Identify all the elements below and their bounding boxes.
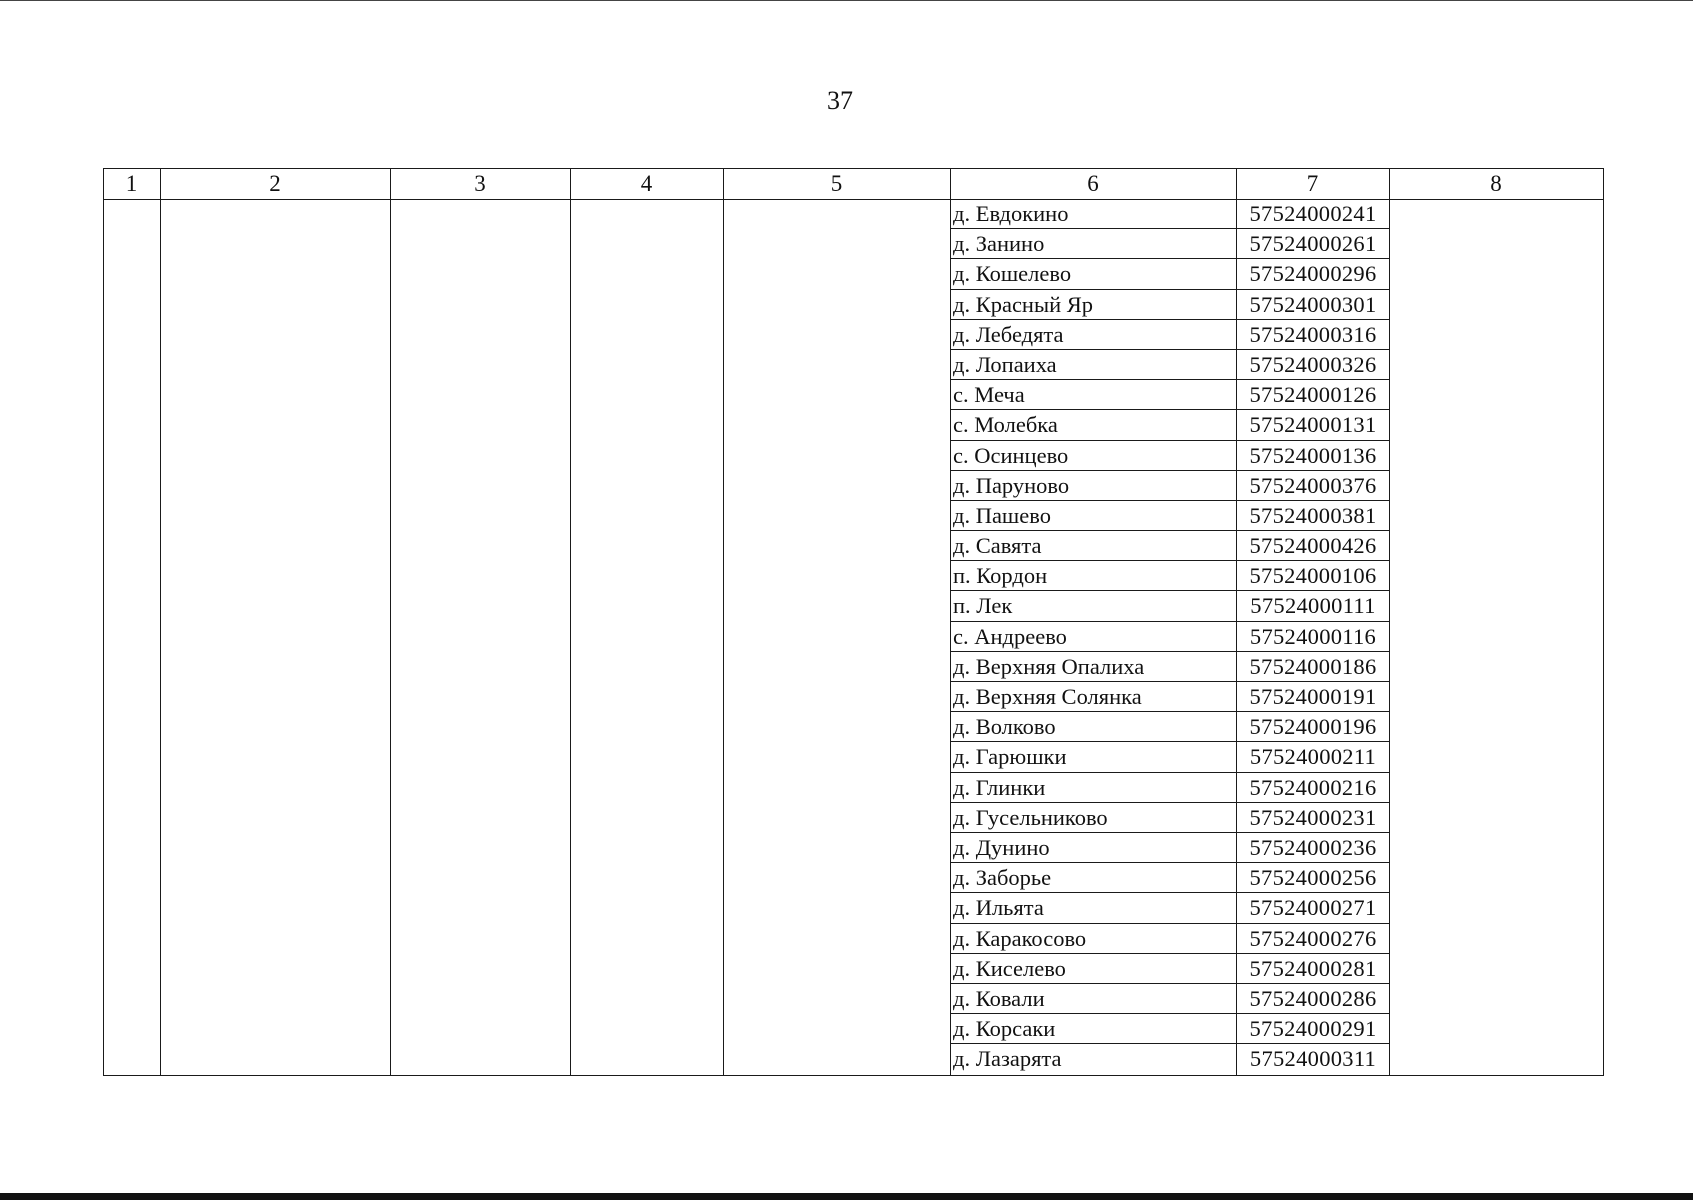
column-divider	[160, 168, 161, 1076]
table-row	[950, 350, 1389, 380]
table-row	[950, 561, 1389, 591]
settlement-name: д. Заборье	[953, 865, 1052, 891]
table-row	[950, 290, 1389, 320]
settlement-name: д. Ковали	[953, 985, 1045, 1011]
table-row	[950, 471, 1389, 501]
table-row	[950, 1044, 1389, 1074]
settlement-name: д. Дунино	[953, 834, 1050, 860]
oktmo-code: 57524000211	[1249, 744, 1377, 770]
table-border-bottom	[103, 1075, 1604, 1076]
oktmo-code: 57524000131	[1249, 412, 1377, 438]
table-row	[950, 954, 1389, 984]
table-row	[950, 833, 1389, 863]
oktmo-code: 57524000281	[1249, 955, 1377, 981]
settlement-name: п. Кордон	[953, 563, 1048, 589]
settlement-name: с. Меча	[953, 382, 1025, 408]
table-row	[950, 863, 1389, 893]
table-row	[950, 682, 1389, 712]
table-row	[950, 501, 1389, 531]
settlement-name: д. Паруново	[953, 472, 1070, 498]
settlement-name: д. Верхняя Солянка	[953, 684, 1142, 709]
oktmo-code: 57524000136	[1249, 442, 1377, 468]
table-row	[950, 199, 1389, 229]
settlements-table	[103, 168, 1604, 1076]
oktmo-code: 57524000286	[1249, 985, 1377, 1011]
table-row	[950, 259, 1389, 289]
oktmo-code: 57524000301	[1249, 291, 1377, 317]
oktmo-code: 57524000191	[1249, 684, 1377, 709]
oktmo-code: 57524000216	[1249, 774, 1377, 800]
column-divider	[390, 168, 391, 1076]
column-header-4: 4	[640, 171, 653, 196]
column-header-5: 5	[830, 171, 843, 196]
oktmo-code: 57524000426	[1249, 533, 1377, 559]
oktmo-code: 57524000126	[1249, 382, 1377, 408]
table-row	[950, 803, 1389, 833]
settlement-name: д. Верхняя Опалиха	[953, 653, 1145, 679]
oktmo-code: 57524000316	[1249, 321, 1377, 347]
settlement-name: д. Киселево	[953, 955, 1066, 981]
oktmo-code: 57524000381	[1249, 502, 1377, 528]
table-row	[950, 441, 1389, 471]
table-header-row	[103, 168, 1604, 199]
settlement-name: д. Корсаки	[953, 1016, 1056, 1042]
settlement-name: д. Лопаиха	[953, 351, 1057, 377]
page-bottom-edge	[0, 1193, 1693, 1200]
oktmo-code: 57524000106	[1249, 563, 1377, 589]
settlement-name: п. Лек	[953, 593, 1013, 619]
oktmo-code: 57524000291	[1249, 1016, 1377, 1042]
column-header-8: 8	[1490, 171, 1502, 196]
column-divider	[723, 168, 724, 1076]
table-border-left	[103, 168, 104, 1076]
page-top-edge	[0, 0, 1693, 1]
settlement-name: д. Ильята	[953, 895, 1044, 921]
settlement-name: д. Волково	[953, 714, 1056, 740]
oktmo-code: 57524000261	[1249, 231, 1377, 257]
oktmo-code: 57524000326	[1249, 351, 1377, 377]
settlement-name: д. Гусельниково	[953, 804, 1108, 830]
table-row	[950, 924, 1389, 954]
table-row	[950, 591, 1389, 621]
table-row	[950, 652, 1389, 682]
column-divider	[1389, 168, 1390, 1076]
oktmo-code: 57524000256	[1249, 865, 1377, 891]
settlement-name: д. Савята	[953, 533, 1042, 559]
settlement-name: д. Лазарята	[953, 1046, 1062, 1072]
settlement-rows	[950, 199, 1389, 1074]
oktmo-code: 57524000271	[1249, 895, 1377, 921]
column-header-6: 6	[1087, 171, 1099, 196]
settlement-name: д. Гарюшки	[953, 744, 1067, 770]
table-row	[950, 410, 1389, 440]
column-header-1: 1	[125, 171, 138, 196]
table-row	[950, 622, 1389, 652]
oktmo-code: 57524000116	[1249, 623, 1377, 649]
table-row	[950, 742, 1389, 772]
oktmo-code: 57524000236	[1249, 834, 1377, 860]
table-row	[950, 712, 1389, 742]
oktmo-code: 57524000111	[1250, 593, 1376, 619]
page-number: 37	[827, 86, 853, 115]
table-row	[950, 531, 1389, 561]
column-header-3: 3	[474, 171, 486, 196]
settlement-name: с. Андреево	[953, 623, 1067, 649]
column-divider	[570, 168, 571, 1076]
oktmo-code: 57524000196	[1249, 714, 1377, 740]
settlement-name: с. Осинцево	[953, 442, 1069, 468]
oktmo-code: 57524000231	[1249, 804, 1377, 830]
settlement-name: д. Занино	[953, 231, 1045, 257]
table-row	[950, 320, 1389, 350]
oktmo-code: 57524000376	[1249, 472, 1377, 498]
table-row	[950, 773, 1389, 803]
oktmo-code: 57524000276	[1249, 925, 1377, 951]
oktmo-code: 57524000241	[1249, 201, 1377, 226]
settlement-name: д. Красный Яр	[953, 291, 1094, 317]
table-row	[950, 893, 1389, 923]
oktmo-code: 57524000296	[1249, 261, 1377, 287]
settlement-name: д. Глинки	[953, 774, 1046, 800]
column-header-2: 2	[269, 171, 281, 196]
table-row	[950, 229, 1389, 259]
settlement-name: с. Молебка	[953, 412, 1058, 438]
settlement-name: д. Каракосово	[953, 925, 1087, 951]
column-header-7: 7	[1306, 171, 1319, 196]
table-row	[950, 984, 1389, 1014]
settlement-name: д. Кошелево	[953, 261, 1072, 287]
settlement-name: д. Лебедята	[953, 321, 1064, 347]
settlement-name: д. Евдокино	[953, 201, 1069, 226]
table-row	[950, 380, 1389, 410]
settlement-name: д. Пашево	[953, 502, 1051, 528]
table-row	[950, 1014, 1389, 1044]
oktmo-code: 57524000186	[1249, 653, 1377, 679]
oktmo-code: 57524000311	[1249, 1046, 1377, 1072]
table-border-right	[1603, 168, 1604, 1076]
